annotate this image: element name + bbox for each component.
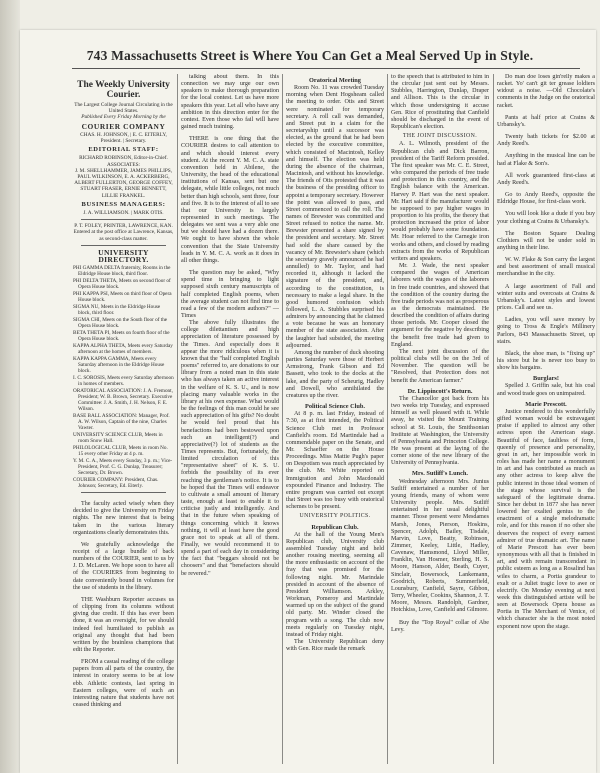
banner-rule (72, 68, 580, 69)
page-banner: 743 Massachusetts Street is Where You Can Get a Meal Served Up in Style. (86, 48, 534, 63)
advertisement: Twenty bath tickets for $2.00 at Andy Reed's. (497, 134, 595, 148)
editorial-paragraph: The above fully illustrates the college dilettantism and high appreciation of literature possessed by the Times. And especially does it appear the more ridiculous when it is known that the "half completed English poems" referred to, are donations to our library from a noted man in this state who has always taken an active interest in the welfare of K. S. U., and is now placing many valuable works in the library at his own expense. What would be the feelings of this man could he see such appreciation of his gifts? No doubt he would feel proud that his benefactions had been bestowed upon such an intelligent(?) and appreciative(?) lot of students as the Times represents. But, fortunately, the limited circulation of this "representative sheet" of K. S. U. forbids the possibility of its ever reaching the gentleman's notice. It is to be hoped that the Times will endeavor to cultivate a small amount of literary taste, enough at least to enable it to criticise justly and intelligently. And that in the future when speaking of things concerning which it knows nothing, it will at least have the good grace not to speak at all of them. Finally, we would recommend it to spend a part of each day in considering the fact that "beggars should not be choosers" and that "benefactors should be revered." (181, 320, 279, 577)
directory-item: KAPPA KAPPA GAMMA, Meets every Saturday afternoon in the Eldridge House block. (73, 356, 165, 375)
advertisement: W. W. Flake & Son carry the largest and best assortment of small musical merchandise in the city. (497, 257, 595, 278)
column-3 (286, 74, 384, 764)
advertisement: Go to Andy Reed's, opposite the Eldridge House, for first-class work. (497, 192, 595, 206)
column-2 (181, 74, 279, 764)
directory-item: Y. M. C. A., Meets every Sunday, 3 p. m.; Vice-President, Prof. C. G. Dunlap, Treasurer; Secretary, Dr. Brown. (73, 458, 173, 477)
directory-item: COURIER COMPANY: President, Chas. Johnson; Secretary, Ed. Eiterly. (73, 477, 159, 490)
advertisement: Ladies, you will save money by going to Tross & Engle's Millinery Parlors, 843 Massachusetts Street, up stairs. (497, 317, 595, 345)
column-4 (391, 74, 489, 764)
associates-list: J. M. SHELLHAMMER, JAMES PHILLIPS, PAUL WILKINSON, E. A. ACKERBERG, ALBERT FULLERTON, GEORGE COFFEY, STUART FRASER, ERNIE BENNETT, LILLIE FRANKEL. (74, 167, 173, 199)
directory-item: SIGMA CHI, Meets on the South floor of the Opera House block. (73, 317, 168, 330)
advertisement: Pants at half price at Crains & Urbansky's. (497, 114, 595, 128)
advertisement: You will look like a dude if you buy your clothing at Crains & Urbansky's. (497, 211, 595, 225)
business-heading: BUSINESS MANAGERS: (81, 200, 166, 208)
directory-item: PHI GAMMA DELTA fraternity, Rooms in the Eldridge House block, third floor. (73, 265, 171, 278)
advertisement: All work guaranteed first-class at Andy Reed's. (497, 172, 595, 186)
column-rule (493, 74, 494, 764)
local-item: Do man doe loses gin'relly makes a racket. Yo' can't git ter grease loldiers widout a noise. —Old Chocolate's comments in the Judge on the oratorical racket. (497, 74, 595, 109)
company-name: COURIER COMPANY (81, 121, 166, 131)
article-paragraph: At 8 p. m. last Friday, instead of 7:30, as at first intended, the Political Science Club met in Professor Canfield's room. Ed Martindale had a commendable paper on the Senate, and Mr. Schaeffer on the House Proceedings. Miss Mattie Pugh's paper on Despotism was much appreciated by the club. Mr. White reported on Immigration and John Macdonald expounded Finance and Industry. The entire program was carried out except that Street was too busy with oratorical schemes to be present. (286, 411, 384, 511)
paper-title: The Weekly University Courier. (77, 80, 170, 100)
article-heading: Mrs. Sutliff's Lunch. (412, 470, 468, 478)
directory-item: I. C. SOROSIS, Meets every Saturday afternoon in homes of members. (73, 375, 174, 388)
column-5 (497, 74, 595, 764)
article-paragraph: Among the number of duck shooting parties Saturday were those of Herbert Armstrong, Frank Gibson and Ed Bassett, who took to the docks at the lake, and the party of Scheurig, Hadley and Dowell, who annihilated the creatures up the river. (286, 349, 384, 399)
directory-item: PHI DELTA THETA, Meets on second floor of Opera House block. (73, 278, 171, 291)
column-rule (177, 74, 178, 764)
article-paragraph: Room No. 11 was crowded Tuesday morning when Dent Hogsheam called the meeting to order. Otis and Street were nominated for temporary secretary. A roll call was demanded, and Street put in a claim for the secretaryship until a successor was elected, as the ground that he had been elected by the executive committee, which consisted of Macintosh, Kelley and himself. The election was held during the absence of the chairman, Macintosh, and without his knowledge. The friends of Otis protested that it was the business of the presiding officer to appoint a temporary secretary. However the point was allowed to pass, and Street commenced to call the roll. The names of Brewster was committed and Street refused to notice the name. Mr. Brewster presented a share signed by the president and secretary. Mr. Street had sold the share caused by the vacancy of Mr. Brewster's share (which the secretary gravely announced he had annulled) to Mr. Taylor, and had recorded it, although it lacked the signature of the president, and, according to the constitution, is necessary to make a legal share. In the good humored confusion which followed, L. A. Stubbles surprised his admirers by announcing that he claimed a vote because he was an honorary member of the state association. After the laughter had subsided, the meeting adjourned. (286, 85, 384, 349)
editorial-paragraph: The question may be asked, "Why spend time in bringing to light supposed sixth century manuscripts of half completed English poems, when the average student can not find time to read a few of the modern authors?" — Times (181, 270, 279, 319)
article-paragraph: Wednesday afternoon Mrs. Junius Sutliff entertained a number of her young friends, many of whom were University people. Mrs. Sutliff entertained in her usual delightful manner. Those present were Mesdames Marsh, Jones, Pierson, Hoskins, Spencer, Adolph, Bailey, Tisdale, Marvin, Love, Beatty, Robinson, Zimmer, Keeley, Little, Hadley, Cavenaw, Hamsmond, Lloyd Miller, Franklin, Van Hosmer, Sterling, H. S. Moore, Hanson, Alder, Beath, Cuyer, Sinclair, Bowersock, Lankemann, Goodrich, Roberts, Summerfield, Lounsbury, Canfield, Sayre, Gibbon, Terry, Wheeler, Cookins, Shannon, J. T. Moore, Messrs. Randolph, Gardner, Hotchkiss, Love, Canfield and Gilmore. (391, 478, 489, 614)
column-rule (387, 74, 388, 764)
directory-title: UNIVERSITY DIRECTORY. (98, 247, 149, 264)
article-paragraph: A. L. Wilmoth, president of the Republican club and Dick Barron, president of the Tariff Reform presided. The first speaker was Mr. C. E. Street, who compared the periods of free trade and protection in this country, and the English balance with the American. Harvey P. Hart was the next speaker. Mr. Hart said if the manufacturer would be supposed to pay higher wages in proportion to his profits, the theory that protection increased the price of labor would probably have some foundation. Mr. Hoar referred to the Carnegie iron works and others, and closed by reading extracts from the works of Republican writers and speakers. (391, 141, 489, 262)
chief-editor: RICHARD ROBINSON, Editor-in-Chief. ASSOCIATES: (79, 155, 168, 168)
advertisement: A large assortment of Fall and winter suits and overcoats at Crains & Urbansky's. Latest styles and lowest prices. Call and see us. (497, 283, 595, 312)
article-paragraph: The University Republican deny with Gen. Rice made the remark (286, 639, 384, 653)
paper-subtitle: The Largest College Journal Circulating in the United States. (74, 102, 173, 115)
article-heading: THE JOINT DISCUSSION. (402, 133, 478, 140)
directory-item: BASE BALL ASSOCIATION: Manager, Prof. A. W. Wilson, Captain of the nine, Charles Vawter. (73, 413, 170, 432)
column-1 (73, 74, 174, 764)
directory-item: PHILOLOGICAL CLUB, Meets in room No. 15 every other Friday at 4 p. m. (73, 445, 168, 458)
postal-entry: Entered at the post office at Lawrence, Kansas, as second-class matter. (73, 229, 174, 242)
printer-line: P. T. FOLEY, PRINTER, LAWRENCE, KAN. (74, 223, 173, 230)
directory-item: BETA THETA PI, Meets on fourth floor of the Opera House block. (73, 330, 170, 343)
editorial-paragraph: talking about them. In this connection we may urge our own speakers to make thorough preparation for the local contest. Let us have more speakers this year. Let all who have any ambition in this direction enter for the contest. Even those who fail will have gained much training. (181, 74, 279, 131)
article-paragraph: The Chancellor got back from his two weeks trip Tuesday, and expressed himself as well pleased with it. While away, he visited the Mount Training school at St. Louis, the Smithsonian Institute at Washington, the University of Pennsylvania and Princeton College. He was present at the laying of the corner stone of the new library of the University of Pennsylvania. (391, 395, 489, 467)
advertisement: Black, the shoe man, is "fixing up" his store but he is never too busy to show his bargains. (497, 350, 595, 372)
advertisement: The Boston Square Dealing Clothiers will not be under sold in anything in their line. (497, 230, 595, 251)
binding-edge (0, 0, 20, 773)
directory-item: PHI KAPPA PSI, Meets on third floor of Opera House block. (73, 291, 172, 304)
directory-item: UNIVERSITY SCIENCE CLUB, Meets in room Snow Hall. (73, 432, 163, 445)
divider (81, 492, 166, 493)
published-line: Published Every Friday Morning by the (81, 114, 166, 121)
advertisement: Buy the "Top Royal" collar of Abe Levy. (391, 619, 489, 633)
article-heading: Political Science Club. (305, 403, 365, 411)
article-paragraph: Justice rendered to this wonderfully gifted woman would be extravagant praise if applied to almost any other actress upon the American stage. Beautiful of face, faultless of form, queenly of presence and personality, great in art, her impossible work in roles has made her name a monument in art and has contributed as much as any other actress to keep alive the public interest in those ideal women of the stage whose survival is the safeguard of the legitimate drama. Since her debut in 1877 she has never lowered her exalted genius to the enactment of a single melodramatic role, and for this reason if no other she deserves the respect of every earnest admirer of true dramatic art. The name of Marie Prescott has ever been synonymous with all that is finished in art, and with remain transcendant in public esteem as long as a Rosalind has wiles to charm, a Portia grandeur to exalt or a Juliet tragic love to awe or electrify. On Monday evening at next week this distinguished artiste will be seen at Bowersock Opera house as Portia in The Merchant of Venice, of which character she is the most noted exponent now upon the stage. (497, 408, 595, 630)
article-paragraph: to the speech that is attributed to him in the circular just sent out by Messrs. Stubbles, Harrington, Dunlap, Draper and Allison. This is the circular in which those undersigning it accuse Gen. Rice of prostituting that Canfield should be discharged in the event of Republican's election. (391, 74, 489, 131)
article-paragraph: At the hall of the Young Men's Republican club, University club assembled Tuesday night and held another rousing meeting, seeming all the more enthusiastic on account of the fray that was promised for the following night. Mr. Marindale presided in account of the absence of President Williamson. Arkley, Workman, Pomeroy and Martindale warmed up on the subject of the grand old party. Mr. Winder closed the program with a song. The club now meets regularly on Tuesday night, instead of Friday night. (286, 531, 384, 638)
advertisement: Anything in the musical line can be had at Flake & Son's. (497, 153, 595, 167)
editorial-paragraph: THE Washburn Reporter accuses us of clipping from its columns without giving due credit. If this has ever been done, it was an oversight, for we should indeed feel humiliated to publish as original any thought that had been written by the brainless champions that edit the Reporter. (73, 596, 174, 653)
editorial-paragraph: The faculty acted wisely when they decided to give the University on Friday nights. The new interest that is being taken in the various literary organizations clearly demonstrates this. (73, 501, 174, 536)
editorial-paragraph: We gratefully acknowledge the receipt of a large bundle of back numbers of the COURIER, sent to us by J. D. McLaren. We hope soon to have all of the COURIERS from beginning to date conveniently bound in volumes for the use of students in the library. (73, 541, 174, 591)
article-heading: Dr. Lippincott's Return. (407, 387, 473, 395)
editorial-staff-heading: EDITORIAL STAFF: (88, 146, 159, 154)
editorial-paragraph: FROM a casual reading of the college papers from all parts of the country, the interest in oratory seems to be at low ebb. Athletic contests, last spring in Eastern colleges, were of such an interesting nature that students have not ceased thinking and (73, 659, 174, 709)
managers-line: J. A. WILLIAMSON. | MARK OTIS. (83, 209, 164, 216)
advertisement: Spelled J. Griffin sale, but his coal and wood trade goes on unimpaired. (497, 383, 595, 397)
article-subheading: Republican Club. (311, 523, 359, 531)
column-rule (282, 74, 283, 764)
directory-item: KAPPA ALPHA THETA, Meets every Saturday afternoon at the homes of members. (73, 343, 173, 356)
article-paragraph: The next joint discussion of the political clubs will be on the 3rd of November. The question will be "Resolved, that Protection does not benefit the American farmer." (391, 348, 489, 384)
editorial-paragraph: THERE is one thing that the COURIER desires to call attention to and which should interest every student. At the recent Y. M. C. A. state convention held in Abilene, the University, the head of the educational institutions of Kansas, sent but one delegate, while little colleges, not much better than high schools, sent three, four and five. It is to the interest of all to see that our University is largely represented in such meetings. The delegates we sent was a very able one but we should have had a dozen there. We ought to have shown the whole convention that the State University leads in Y. M. C. A. work as it does in all other things. (181, 136, 279, 264)
divider (81, 245, 166, 246)
article-heading: Marie Prescott. (525, 400, 567, 408)
directory-item: ORATORICAL ASSOCIATION: J. A. Fremont, President; W. B. Brown, Secretary. Executive Committee: J. A. Smith, J. H. Nelson, F. E. Wilson. (73, 388, 173, 413)
article-paragraph: Mr. J. Wade, the next speaker compared the wages of American laborers with the wages of the laborers in free trade countries, and showed that the condition of the country during the free trade periods was not as prosperous as the democrats maintained. He described the condition of affairs during those periods. Mr. Cooper closed the argument for the negative by describing the benefit free trade had given to England. (391, 263, 489, 348)
article-heading: Oratorical Meeting (309, 77, 361, 84)
editors-line: CHAS. H. JOHNSON, | E. C. EITERLY, President. | Secretary. (80, 131, 167, 144)
article-heading: UNIVERSITY POLITICS. (299, 513, 371, 520)
article-heading: Burglars! (533, 375, 559, 383)
directory-item: SIGMA NU, Meets in the Eldridge House block, third floor. (73, 304, 161, 317)
divider (81, 219, 166, 220)
